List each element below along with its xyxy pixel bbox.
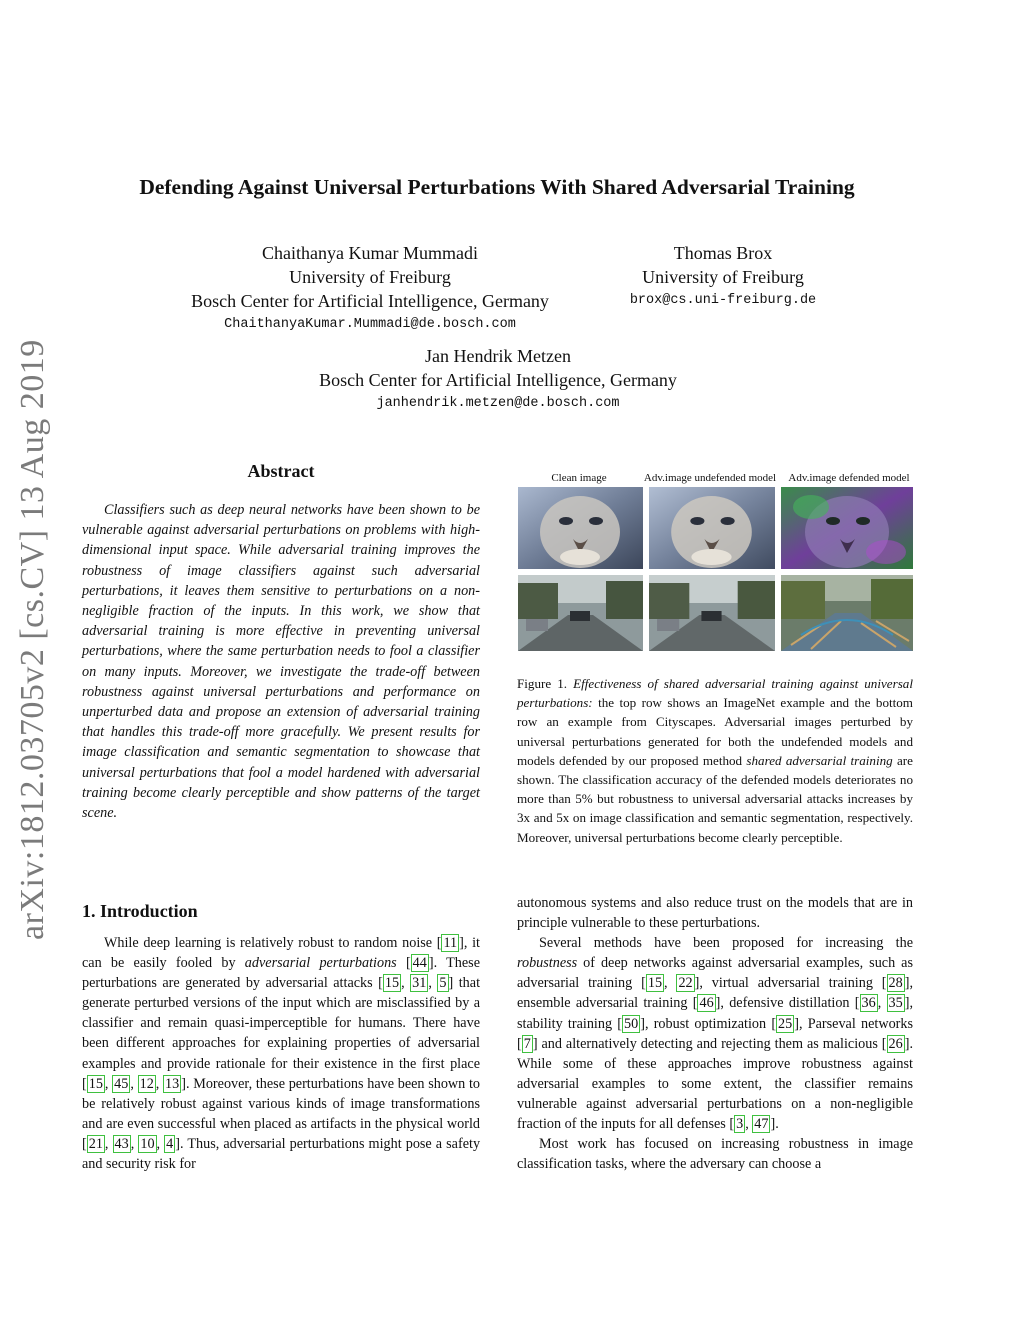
citation-link[interactable]: 10 bbox=[140, 1135, 155, 1152]
street-undefended-image bbox=[649, 575, 775, 651]
citation-link[interactable]: 12 bbox=[139, 1075, 154, 1092]
text-span: . bbox=[775, 1116, 779, 1133]
lion-undefended-image bbox=[649, 487, 775, 569]
caption-body: are shown. The classification accuracy of the defended models deteriorates no more than 5% but robustness to universal adversarial attacks increases by 3x and 5x on image classification and semantic segmentation, respectively. Moreover, universal perturbations become clearly perceptible. bbox=[517, 752, 913, 845]
street-defended-image bbox=[781, 575, 913, 651]
author-block-3 bbox=[250, 344, 746, 416]
author-block-2 bbox=[610, 241, 836, 313]
citation-link[interactable]: 15 bbox=[88, 1075, 103, 1092]
caption-method-name: shared adversarial training bbox=[746, 752, 893, 768]
citation-link[interactable]: 11 bbox=[443, 935, 458, 951]
citation-link[interactable]: 13 bbox=[165, 1075, 180, 1092]
author-block-1 bbox=[160, 241, 580, 337]
text-span: . Moreover, these perturbations have been shown to be relatively robust against various kinds of image transformations and are even successful when placed as artifacts in the physical world bbox=[82, 1075, 481, 1132]
intro-paragraph-continued: autonomous systems and also reduce trust on the models that are in principle vulnerable to these perturbations. bbox=[517, 895, 913, 932]
author-name: Thomas Brox bbox=[673, 243, 773, 263]
citation-link[interactable]: 46 bbox=[699, 995, 714, 1012]
citation-link[interactable]: 21 bbox=[88, 1135, 103, 1152]
abstract-heading: Abstract bbox=[247, 461, 315, 481]
author-name: Chaithanya Kumar Mummadi bbox=[262, 243, 478, 263]
emphasis-term: adversarial perturbations bbox=[244, 955, 397, 972]
citation-link[interactable]: 31 bbox=[412, 975, 427, 992]
text-span: , robust optimization bbox=[644, 1015, 772, 1032]
author-email[interactable]: ChaithanyaKumar.Mummadi@de.bosch.com bbox=[224, 317, 516, 332]
citation-link[interactable]: 26 bbox=[888, 1035, 903, 1052]
figure-column-label: Adv.image defended model bbox=[788, 472, 910, 484]
figure-column-label: Adv.image undefended model bbox=[643, 472, 777, 484]
emphasis-term: robustness bbox=[517, 955, 578, 972]
lion-clean-image bbox=[518, 487, 643, 569]
author-affiliation: University of Freiburg bbox=[289, 267, 451, 287]
author-affiliation: University of Freiburg bbox=[642, 267, 804, 287]
citation-link[interactable]: 5 bbox=[439, 975, 447, 992]
text-span: , ensemble adversarial training bbox=[517, 975, 913, 1012]
paper-title: Defending Against Universal Perturbations With Shared Adversarial Training bbox=[139, 175, 855, 199]
citation-link[interactable]: 44 bbox=[412, 955, 427, 972]
author-affiliation: Bosch Center for Artificial Intelligence, Germany bbox=[191, 291, 549, 311]
intro-paragraph: Most work has focused on increasing robustness in image classification tasks, where the adversary can choose a bbox=[517, 1136, 913, 1173]
figure-column-label: Clean image bbox=[551, 472, 607, 484]
text-span: , Parseval networks bbox=[798, 1015, 914, 1032]
arxiv-stamp: arXiv:1812.03705v2 [cs.CV] 13 Aug 2019 bbox=[14, 339, 51, 940]
citation-link[interactable]: 36 bbox=[861, 995, 876, 1012]
text-span: . While some of these approaches improve robustness against adversarial examples to some extent, the classifier remains vulnerable against adversarial perturbations on a non-negligible fraction of the inputs for all defenses bbox=[517, 1035, 913, 1133]
text-span: While deep learning is relatively robust to random noise bbox=[104, 935, 437, 951]
left-column-text bbox=[82, 933, 480, 1174]
caption-label: Figure 1. bbox=[517, 676, 568, 691]
text-span: , defensive distillation bbox=[720, 995, 855, 1012]
text-span: . Thus, adversarial perturbations might pose a safety and security risk for bbox=[82, 1135, 481, 1173]
citation-link[interactable]: 43 bbox=[114, 1135, 129, 1152]
text-span: . These perturbations are generated by adversarial attacks bbox=[82, 955, 480, 992]
citation-link[interactable]: 47 bbox=[754, 1116, 769, 1133]
text-span: that generate perturbed versions of the input which are misclassified by a classifier and remain quasi-imperceptible for humans. There have been different approaches for explaining properties of adversarial examples and provide rationale for their existence in the first place bbox=[82, 975, 481, 1072]
street-clean-image bbox=[518, 575, 643, 651]
citation-link[interactable]: 15 bbox=[384, 975, 400, 992]
text-span: Several methods have been proposed for increasing the bbox=[539, 935, 913, 952]
citation-link[interactable]: 22 bbox=[678, 975, 693, 992]
text-span: , it can be easily fooled by bbox=[82, 935, 480, 972]
citation-link[interactable]: 28 bbox=[888, 975, 903, 992]
author-email[interactable]: janhendrik.metzen@de.bosch.com bbox=[376, 396, 620, 411]
citation-link[interactable]: 7 bbox=[523, 1035, 531, 1052]
author-affiliation: Bosch Center for Artificial Intelligence, Germany bbox=[319, 370, 677, 390]
right-column-text bbox=[517, 893, 913, 1174]
citation-link[interactable]: 4 bbox=[166, 1135, 174, 1152]
figure-caption bbox=[517, 674, 913, 847]
author-name: Jan Hendrik Metzen bbox=[425, 346, 571, 366]
lion-defended-image bbox=[781, 487, 913, 569]
intro-paragraph: While deep learning is relatively robust to random noise [ 11 ], it can be easily fooled by adversarial perturbations [ 44 ]. These perturbations are generated by adversarial attacks [ 15 , 31 , 5 ] that generate perturbed versions of the input which are misclassified by a classifier and remain quasi-imperceptible for humans. There have been different approaches for explaining properties of adversarial examples and provide rationale for their existence in the first place [ 15 , 45 , 12 , 13 ]. Moreover, these perturbations have been shown to be relatively robust against various kinds of image transformations and are even successful when placed as artifacts in the physical world [ 21 , 43 , 10 , 4 ]. Thus, adversarial perturbations might pose a safety and security risk for bbox=[82, 935, 481, 1173]
citation-link[interactable]: 3 bbox=[736, 1116, 744, 1133]
caption-body: the top row shows an ImageNet example and the bottom row an example from Cityscapes. Adversarial images perturbed by universal perturbations generated for both the undefended models and models defended by our proposed method bbox=[517, 695, 913, 768]
citation-link[interactable]: 50 bbox=[624, 1015, 639, 1032]
caption-title: Effectiveness of shared adversarial training against universal perturbations: bbox=[517, 676, 913, 711]
text-span: , stability training bbox=[517, 995, 913, 1032]
section-heading: 1. Introduction bbox=[82, 901, 198, 921]
text-span: and alternatively detecting and rejecting them as malicious bbox=[537, 1035, 882, 1052]
citation-link[interactable]: 25 bbox=[778, 1015, 793, 1032]
author-email[interactable]: brox@cs.uni-freiburg.de bbox=[629, 293, 817, 308]
intro-paragraph: Several methods have been proposed for increasing the robustness of deep networks against adversarial examples, such as adversarial training [ 15 , 22 ], virtual adversarial training [ 28 ], ensemble adversarial training [ 46 ], defensive distillation [ 36 , 35 ], stability training [ 50 ], robust optimization [ 25 ], Parseval networks [ 7 ] and alternatively detecting and rejecting them as malicious [ 26 ]. While some of these approaches improve robustness against adversarial examples to some extent, the classifier remains vulnerable against adversarial perturbations on a non-negligible fraction of the inputs for all defenses [ 3 , 47 ]. bbox=[517, 935, 914, 1133]
citation-link[interactable]: 45 bbox=[114, 1075, 129, 1092]
text-span: of deep networks against adversarial examples, such as adversarial training bbox=[517, 955, 913, 992]
citation-link[interactable]: 15 bbox=[647, 975, 663, 992]
text-span: , virtual adversarial training bbox=[699, 975, 882, 992]
abstract-text: Classifiers such as deep neural networks have been shown to be vulnerable against adversarial perturbations on problems with high-dimensional input space. While adversarial training improves the robustness of image classifiers against such adversarial perturbations, it leaves them sensitive to perturbations on a non-negligible fraction of the inputs. In this work, we show that adversarial training is more effective in preventing universal perturbations, where the same perturbation needs to fool a classifier on many inputs. Moreover, we investigate the trade-off between robustness against universal perturbations and performance on unperturbed data and propose an extension of adversarial training that handles this trade-off more gracefully. We present results for image classification and semantic segmentation to showcase that universal perturbations that fool a model hardened with adversarial training become clearly perceptible and show patterns of the target scene. bbox=[82, 502, 480, 822]
citation-link[interactable]: 35 bbox=[888, 995, 903, 1012]
